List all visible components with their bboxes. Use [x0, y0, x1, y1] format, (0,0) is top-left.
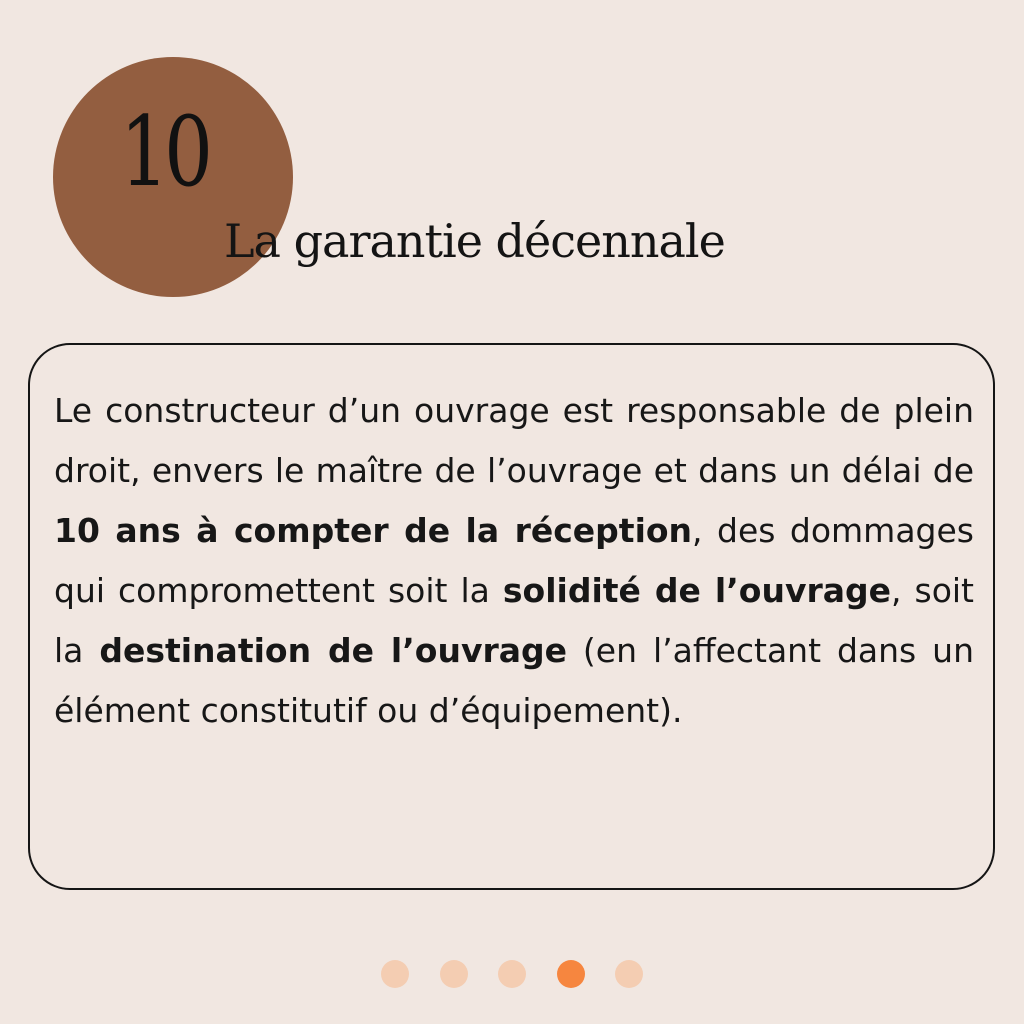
pagination-dot-2[interactable]: [440, 960, 468, 988]
paragraph-emphasis: 10 ans à compter de la réception: [54, 511, 693, 550]
page-title: La garantie décennale: [224, 214, 725, 268]
pagination-dot-3[interactable]: [498, 960, 526, 988]
paragraph-emphasis: destination de l’ouvrage: [99, 631, 567, 670]
paragraph-emphasis: solidité de l’ouvrage: [502, 571, 891, 610]
paragraph-segment: , des dommages qui compromettent soit la: [54, 511, 974, 610]
pagination-dots: [381, 960, 643, 988]
section-number: 10: [120, 96, 209, 208]
pagination-dot-5[interactable]: [615, 960, 643, 988]
pagination-dot-1[interactable]: [381, 960, 409, 988]
pagination-dot-4[interactable]: [557, 960, 585, 988]
paragraph-segment: , soit la: [54, 571, 974, 670]
content-paragraph: [54, 381, 974, 741]
paragraph-segment: Le constructeur d’un ouvrage est responsable de plein droit, envers le maître de l’ouvrage et dans un délai de: [54, 391, 974, 490]
paragraph-segment: (en l’affectant dans un élément constitutif ou d’équipement).: [54, 631, 974, 730]
